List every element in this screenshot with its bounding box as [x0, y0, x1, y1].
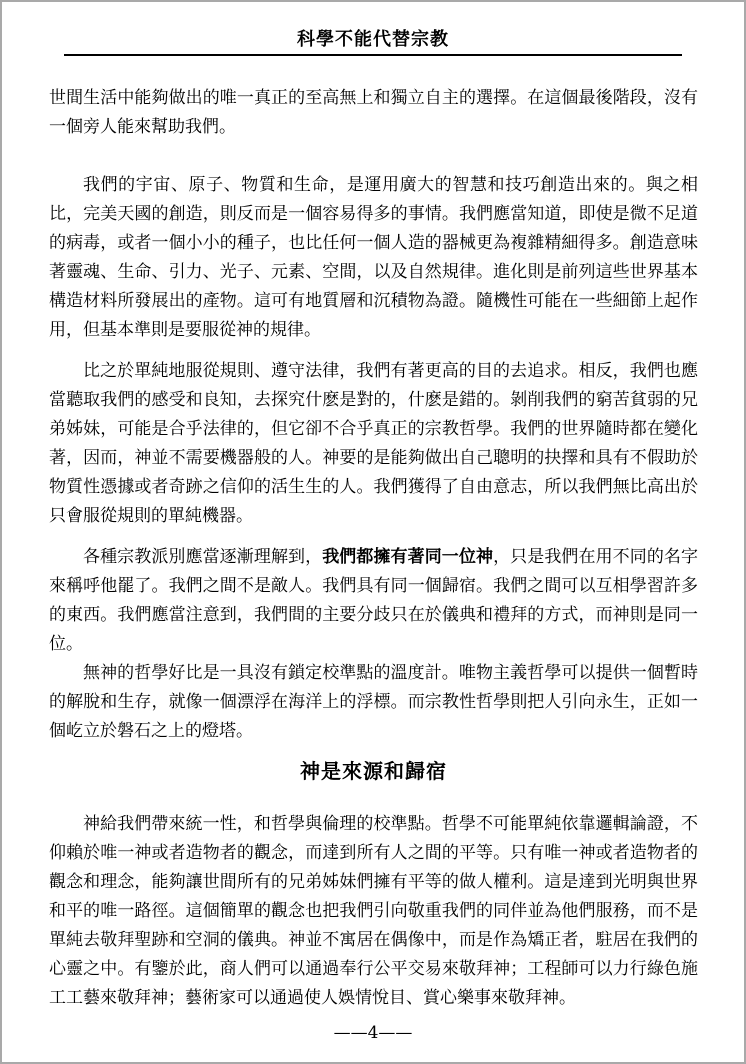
text-run: ，只是我們在用不同的名字來稱呼他罷了。我們之間不是敵人。我們具有同一個歸宿。我們之間可以互相學習許多的東西。我們應當注意到，我們間的主要分歧只在於儀典和禮拜的方式，而神則是同一位。 [49, 547, 699, 654]
bold-text-run: 我們都擁有著同一位神 [322, 547, 494, 567]
document-content [49, 84, 698, 1013]
paragraph [49, 543, 698, 659]
document-sections [49, 84, 698, 1013]
text-run: 比之於單純地服從規則、遵守法律，我們有著更高的目的去追求。相反，我們也應當聽取我們的感受和良知，去探究什麽是對的，什麽是錯的。剝削我們的窮苦貧弱的兄弟姊妹，可能是合乎法律的，但它卻不合乎真正的宗教哲學。我們的世界隨時都在變化著，因而，神並不需要機器般的人。神要的是能夠做出自己聰明的抉擇和具有不假助於物質性憑據或者奇跡之信仰的活生生的人。我們獲得了自由意志，所以我們無比高出於只會服從規則的單純機器。 [49, 361, 698, 526]
paragraph [49, 84, 698, 142]
paragraph [49, 810, 698, 1013]
section-heading: 神是來源和歸宿 [300, 759, 447, 783]
text-run: 神給我們帶來統一性，和哲學與倫理的校準點。哲學不可能單純依靠邏輯論證，不仰賴於唯一神或者造物者的觀念，而達到所有人之間的平等。只有唯一神或者造物者的觀念和理念，能夠讓世間所有的兄弟姊妹們擁有平等的做人權利。這是達到光明與世界和平的唯一路徑。這個簡單的觀念也把我們引向敬重我們的同伴並為他們服務，而不是單純去敬拜聖跡和空洞的儀典。神並不寓居在偶像中，而是作為矯正者，駐居在我們的心靈之中。有鑒於此，商人們可以通過奉行公平交易來敬拜神；工程師可以力行綠色施工工藝來敬拜神；藝術家可以通過使人娛情悅目、賞心樂事來敬拜神。 [49, 814, 698, 1008]
text-run: 無神的哲學好比是一具沒有鎖定校準點的溫度計。唯物主義哲學可以提供一個暫時的解脫和生存，就像一個漂浮在海洋上的浮標。而宗教性哲學則把人引向永生，正如一個屹立於磐石之上的燈塔。 [49, 663, 698, 741]
page-number: ——4—— [333, 1023, 413, 1043]
paragraph [49, 357, 698, 531]
text-run: 我們的宇宙、原子、物質和生命，是運用廣大的智慧和技巧創造出來的。與之相比，完美天國的創造，則反而是一個容易得多的事情。我們應當知道，即使是微不足道的病毒，或者一個小小的種子，也比任何一個人造的器械更為複雜精細得多。創造意味著靈魂、生命、引力、光子、元素、空間，以及自然規律。進化則是前列這些世界基本構造材料所發展出的產物。這可有地質層和沉積物為證。隨機性可能在一些細節上起作用，但基本準則是要服從神的規律。 [49, 175, 698, 340]
header-rule [64, 54, 682, 56]
paragraph [49, 659, 698, 746]
document-header [2, 2, 744, 56]
text-run: 世間生活中能夠做出的唯一真正的至高無上和獨立自主的選擇。在這個最後階段，沒有一個旁人能來幫助我們。 [49, 88, 698, 137]
paragraph [49, 171, 698, 345]
page-footer [2, 1019, 744, 1048]
text-run: 各種宗教派別應當逐漸理解到， [83, 547, 323, 567]
document-title: 科學不能代替宗教 [297, 29, 449, 50]
